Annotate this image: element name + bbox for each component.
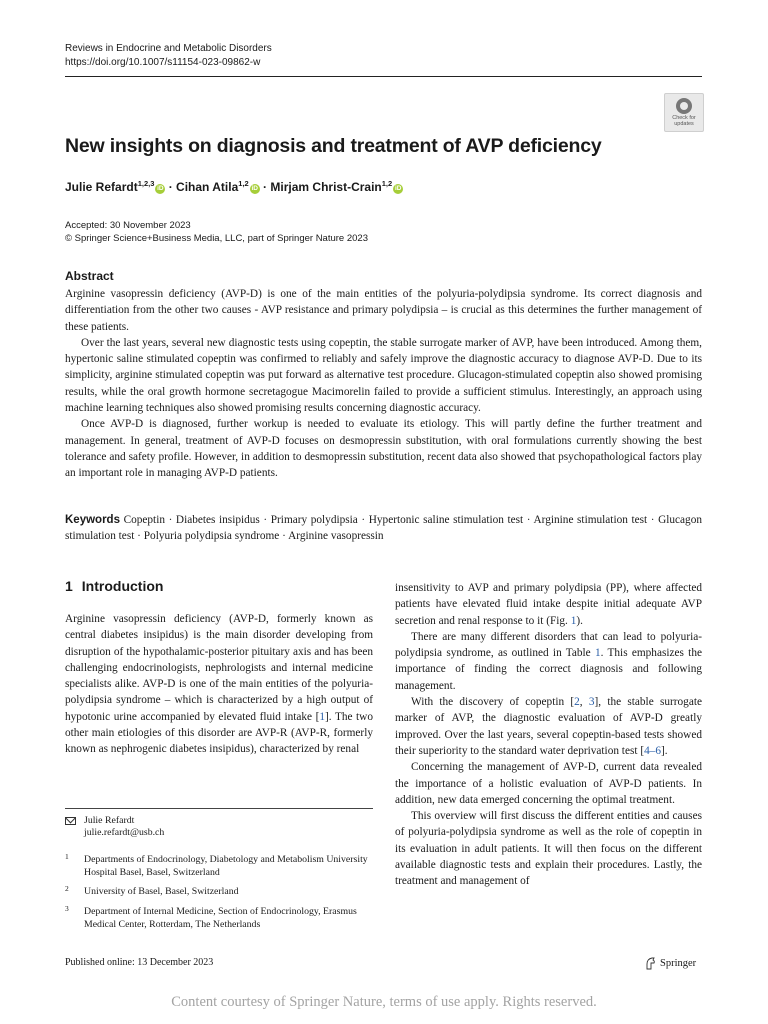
journal-name: Reviews in Endocrine and Metabolic Disorders [65, 43, 272, 54]
author-name[interactable]: Julie Refardt [65, 180, 138, 194]
text-run: insensitivity to AVP and primary polydipsia (PP), where affected patients have elevated fluid intake despite initial adequate AVP secretion and renal response to it (Fig. [395, 582, 702, 627]
figure-link[interactable]: 1 [570, 614, 577, 627]
right-column [395, 580, 702, 890]
body-paragraph [395, 629, 702, 694]
affiliation-text: Departments of Endocrinology, Diabetology and Metabolism University Hospital Basel, Basel, Switzerland [84, 854, 368, 878]
envelope-icon [65, 817, 76, 825]
text-run: ]. The two other main etiologies of this disorder are AVP-R (AVP-R, formerly known as nephrogenic diabetes insipidus), characterized by renal [65, 710, 373, 756]
corresponding-author-name: Julie Refardt [84, 815, 135, 826]
orcid-icon[interactable]: iD [251, 185, 258, 192]
crossmark-icon [676, 98, 692, 114]
body-paragraph: This overview will first discuss the different entities and causes of polyuria-polydipsia syndrome as well as the role of copeptin in its evaluation in adult patients. It will then focus on the different available diagnostic tests and explain their procedures. Lastly, the treatment and management of [395, 810, 702, 888]
citation-link[interactable]: 1 [319, 710, 326, 723]
abstract-paragraph: Over the last years, several new diagnostic tests using copeptin, the stable surrogate marker of AVP, have been introduced. Among them, hypertonic saline stimulated copeptin was confirmed to reliably and safely improve the diagnostic accuracy to diagnose AVP-D. Due to its simplicity, arginine stimulated copeptin was put forward as alternative test procedure. Glucagon-stimulated copeptin also showed promising results, while the oral growth hormone secretagogue Macimorelin failed to provide a sufficient stimulus. Interestingly, an approach using machine learning techniques also showed promising results concerning diagnostic accuracy. [65, 336, 702, 415]
springer-horse-icon [645, 957, 656, 970]
abstract-paragraph: Once AVP-D is diagnosed, further workup is needed to evaluate its etiology. This will partly define the further treatment and management. In general, treatment of AVP-D focuses on desmopressin substitution, with oral formulations currently showing the best tolerance and safety profile. However, in addition to desmopressin substitution, recent data also showed that psychopathological factors play an important role in managing AVP-D patients. [65, 418, 702, 480]
orcid-icon[interactable]: iD [157, 185, 164, 192]
text-run: ], the stable surrogate marker of AVP, the diagnostic evaluation of AVP-D greatly improved. Over the last years, several copeptin-based tests showed their superiority to the standard water deprivation test [ [395, 696, 702, 757]
courtesy-notice: Content courtesy of Springer Nature, terms of use apply. Rights reserved. [171, 994, 597, 1010]
affiliation-number: 2 [65, 884, 69, 893]
footnote-rule [65, 808, 373, 809]
published-date: Published online: 13 December 2023 [65, 957, 214, 968]
keywords-heading: Keywords [65, 514, 120, 526]
check-for-updates-badge[interactable] [664, 93, 704, 132]
author-list [65, 179, 403, 194]
left-column [65, 611, 373, 758]
affiliation-text: Department of Internal Medicine, Section of Endocrinology, Erasmus Medical Center, Rotterdam, The Netherlands [84, 906, 357, 930]
citation-link[interactable]: 4–6 [644, 744, 662, 757]
section-title: Introduction [81, 578, 164, 594]
accepted-date: Accepted: 30 November 2023 [65, 220, 191, 231]
author-affiliation-marks: 1,2 [238, 179, 249, 188]
author-name[interactable]: Mirjam Christ‑Crain [270, 180, 382, 194]
header-rule [65, 76, 702, 77]
text-run: Arginine vasopressin deficiency (AVP-D, formerly known as central diabetes insipidus) is the main disorder developing from disruption of the hypothalamic-posterior pituitary axis and has been challenging endocrinologists, nephrologists and internal medicine specialists alike. AVP-D is one of the main entities of the polyuria-polydipsia syndrome – which is characterized by a high output of hypotonic urine accompanied by elevated fluid intake [ [65, 613, 373, 723]
body-paragraph [395, 694, 702, 759]
doi-link[interactable]: https://doi.org/10.1007/s11154-023-09862-w [65, 57, 261, 68]
author-separator: · [165, 180, 177, 194]
publisher-name: Springer [660, 958, 697, 969]
orcid-icon[interactable]: iD [394, 185, 402, 192]
text-run: . This emphasizes the importance of finding the correct diagnosis and following management. [395, 647, 702, 692]
citation-link[interactable]: 3 [588, 696, 595, 709]
corresponding-author-email[interactable]: julie.refardt@usb.ch [84, 827, 165, 838]
text-run: With the discovery of copeptin [ [411, 696, 575, 709]
keywords-list: Copeptin · Diabetes insipidus · Primary polydipsia · Hypertonic saline stimulation test · Arginine stimulation test · Glucagon stimulation test · Polyuria polydipsia syndrome · Arginine vasopressin [65, 514, 702, 543]
text-run: , [579, 696, 589, 709]
table-link[interactable]: 1 [594, 647, 601, 660]
abstract-paragraph: Arginine vasopressin deficiency (AVP-D) is one of the main entities of the polyuria-polydipsia syndrome. Its correct diagnosis and differentiation from the other two causes - AVP resistance and primary polydipsia – is crucial as this determines the further management of these patients. [65, 288, 702, 333]
check-for-updates-label: Check for updates [672, 115, 696, 127]
affiliation-number: 3 [65, 904, 69, 913]
text-run: ]. [661, 744, 668, 757]
author-affiliation-marks: 1,2,3 [137, 179, 155, 188]
body-paragraph: Concerning the management of AVP-D, current data revealed the importance of a holistic evaluation of AVP-D patients. In addition, new data emerged concerning the optimal treatment. [395, 761, 702, 806]
springer-logo [645, 957, 696, 970]
body-paragraph [65, 611, 373, 758]
abstract-heading: Abstract [65, 269, 114, 283]
author-name[interactable]: Cihan Atila [176, 180, 239, 194]
affiliation-number: 1 [65, 852, 69, 861]
section-number: 1 [65, 578, 73, 594]
author-affiliation-marks: 1,2 [381, 179, 393, 188]
copyright-line: © Springer Science+Business Media, LLC, part of Springer Nature 2023 [65, 233, 368, 244]
text-run: There are many different disorders that can lead to polyuria-polydipsia syndrome, as outlined in Table [395, 630, 702, 660]
section-heading [65, 578, 163, 594]
citation-link[interactable]: 2 [574, 696, 580, 709]
affiliation-text: University of Basel, Basel, Switzerland [84, 886, 239, 897]
author-separator: · [259, 180, 271, 194]
keywords [65, 512, 702, 545]
text-run: ). [576, 614, 583, 627]
article-title: New insights on diagnosis and treatment of AVP deficiency [65, 135, 602, 157]
abstract-body [65, 286, 702, 482]
body-paragraph [395, 580, 702, 629]
